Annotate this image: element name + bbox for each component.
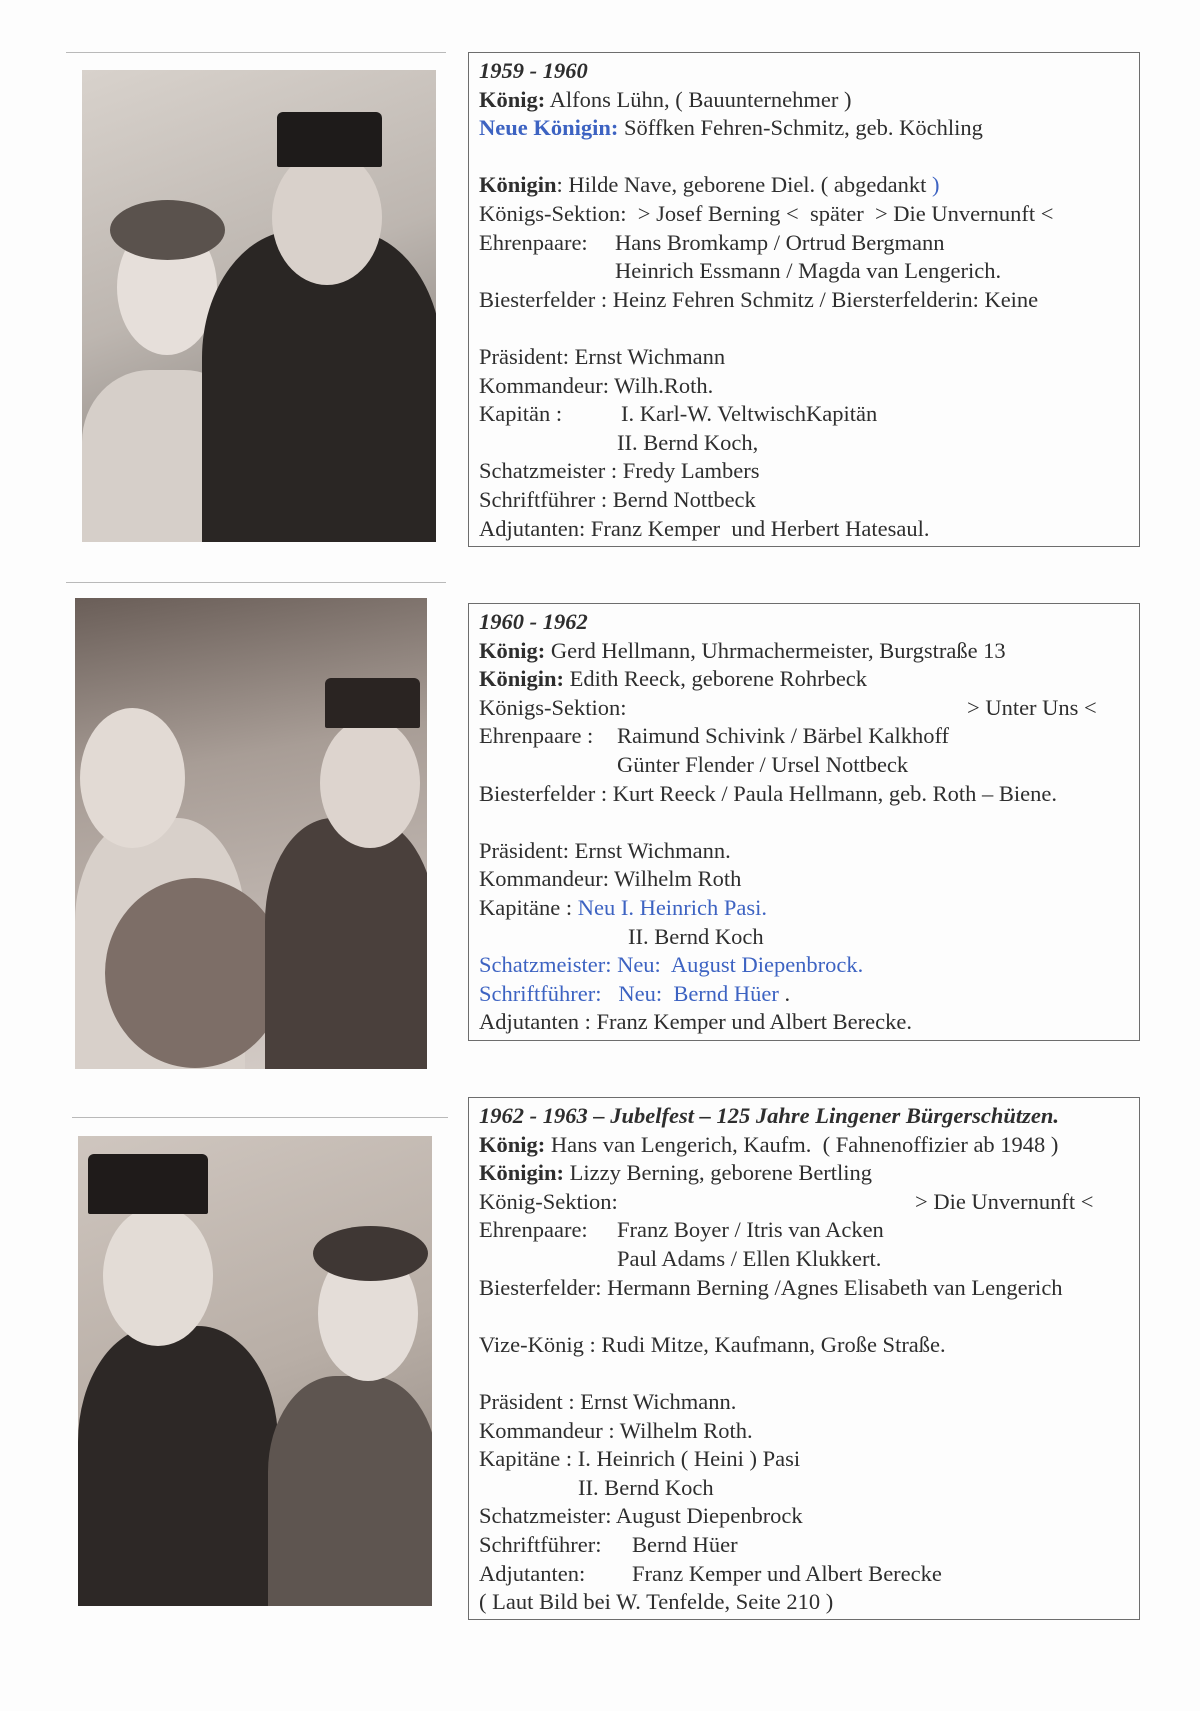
value-konigin: : Hilde Nave, geborene Diel. ( abgedankt [556, 172, 933, 198]
label-kapitane: Kapitäne : [479, 894, 578, 920]
photo-hair-queen [110, 200, 225, 260]
line-prasident: Präsident: Ernst Wichmann [479, 343, 726, 369]
photo-royal-couple-1962 [78, 1136, 432, 1606]
label-kapitan: Kapitän : [479, 401, 563, 427]
value-ehrenpaare-1: Franz Boyer / Itris van Acken [617, 1217, 884, 1243]
line-kommandeur: Kommandeur: Wilhelm Roth [479, 866, 742, 892]
value-kapitan-2: II. Bernd Koch, [617, 429, 759, 455]
photo-hat-king [325, 678, 420, 728]
label-konig: König: [479, 637, 546, 663]
divider-rule [66, 582, 446, 583]
line-adjutanten: Adjutanten: Franz Kemper und Herbert Hatesaul. [479, 515, 930, 541]
entry-title: 1959 - 1960 [479, 58, 588, 83]
line-schriftfuhrer-period: . [778, 980, 791, 1006]
value-konig: Gerd Hellmann, Uhrmachermeister, Burgstraße 13 [545, 637, 1006, 663]
value-ehrenpaare-2: Paul Adams / Ellen Klukkert. [617, 1245, 882, 1271]
line-adjutanten: Adjutanten : Franz Kemper und Albert Berecke. [479, 1009, 912, 1035]
line-vize-konig: Vize-König : Rudi Mitze, Kaufmann, Große Straße. [479, 1331, 946, 1357]
entry-title: 1962 - 1963 – Jubelfest – 125 Jahre Lingener Bürgerschützen. [479, 1103, 1060, 1128]
photo-hair-queen [313, 1226, 428, 1281]
photo-hat-king [88, 1154, 208, 1214]
line-kommandeur: Kommandeur: Wilh.Roth. [479, 372, 714, 398]
entry-1959-1960 [468, 52, 1140, 547]
value-konigin: Lizzy Berning, geborene Bertling [564, 1160, 873, 1186]
value-kapitane-1: Neu I. Heinrich Pasi. [577, 894, 768, 920]
line-biesterfelder: Biesterfelder : Heinz Fehren Schmitz / Biersterfelderin: Keine [479, 286, 1039, 312]
value-konigin: Edith Reeck, geborene Rohrbeck [564, 666, 868, 692]
value-kapitan-1: I. Karl-W. VeltwischKapitän [621, 401, 878, 427]
value-kapitane-2: II. Bernd Koch [628, 923, 764, 949]
value-konigs-sektion: > Unter Uns < [967, 694, 1097, 720]
value-ehrenpaare-2: Heinrich Essmann / Magda van Lengerich. [615, 258, 1002, 284]
value-kapitane-2: II. Bernd Koch [578, 1474, 714, 1500]
line-schatzmeister: Schatzmeister: August Diepenbrock [479, 1503, 803, 1529]
photo-figure-king [265, 818, 427, 1069]
line-konigs-sektion: Königs-Sektion: > Josef Berning < später > Die Unvernunft < [479, 200, 1054, 226]
value-konig-sektion: > Die Unvernunft < [915, 1188, 1094, 1214]
divider-rule [66, 52, 446, 53]
line-schriftfuhrer: Schriftführer: Neu: Bernd Hüer [479, 980, 779, 1006]
value-ehrenpaare-1: Hans Bromkamp / Ortrud Bergmann [615, 229, 945, 255]
entry-1962-1963 [468, 1097, 1140, 1620]
photo-figure-queen [268, 1376, 432, 1606]
photo-figure-king [78, 1326, 278, 1606]
line-kapitane: Kapitäne : I. Heinrich ( Heini ) Pasi [479, 1446, 801, 1472]
value-neue-konigin: Söffken Fehren-Schmitz, geb. Köchling [618, 115, 983, 141]
label-konigs-sektion: Königs-Sektion: [479, 694, 627, 720]
photo-face-king [320, 718, 420, 848]
label-ehrenpaare: Ehrenpaare : [479, 723, 594, 749]
line-schatzmeister: Schatzmeister : Fredy Lambers [479, 458, 760, 484]
value-konig: Alfons Lühn, ( Bauunternehmer ) [545, 86, 852, 112]
label-adjutanten: Adjutanten: [479, 1560, 586, 1586]
line-kommandeur: Kommandeur : Wilhelm Roth. [479, 1417, 753, 1443]
photo-hat-king [277, 112, 382, 167]
label-ehrenpaare: Ehrenpaare: [479, 1217, 588, 1243]
value-ehrenpaare-1: Raimund Schivink / Bärbel Kalkhoff [617, 723, 950, 749]
value-ehrenpaare-2: Günter Flender / Ursel Nottbeck [617, 751, 909, 777]
value-konigin-paren: ) [932, 172, 940, 198]
divider-rule [72, 1117, 448, 1118]
label-konig: König: [479, 86, 546, 112]
label-schriftfuhrer: Schriftführer: [479, 1531, 602, 1557]
value-schriftfuhrer: Bernd Hüer [632, 1531, 738, 1557]
label-konig: König: [479, 1131, 546, 1157]
value-konig: Hans van Lengerich, Kaufm. ( Fahnenoffizier ab 1948 ) [545, 1131, 1059, 1157]
photo-royal-couple-1959 [82, 70, 436, 542]
line-schriftfuhrer: Schriftführer : Bernd Nottbeck [479, 486, 756, 512]
line-schatzmeister: Schatzmeister: Neu: August Diepenbrock. [479, 952, 864, 978]
label-konigin: Königin: [479, 666, 565, 692]
photo-royal-couple-1960 [75, 598, 427, 1069]
line-prasident: Präsident: Ernst Wichmann. [479, 837, 731, 863]
value-adjutanten: Franz Kemper und Albert Berecke [632, 1560, 942, 1586]
photo-face-king [103, 1206, 213, 1346]
line-biesterfelder: Biesterfelder: Hermann Berning /Agnes Elisabeth van Lengerich [479, 1274, 1063, 1300]
entry-title: 1960 - 1962 [479, 609, 588, 634]
label-konigin: Königin [479, 172, 557, 198]
label-ehrenpaare: Ehrenpaare: [479, 229, 588, 255]
line-source-note: ( Laut Bild bei W. Tenfelde, Seite 210 ) [479, 1589, 834, 1615]
label-konigin: Königin: [479, 1160, 565, 1186]
entry-1960-1962 [468, 603, 1140, 1041]
label-neue-konigin: Neue Königin: [479, 115, 619, 141]
label-konig-sektion: König-Sektion: [479, 1188, 618, 1214]
line-prasident: Präsident : Ernst Wichmann. [479, 1388, 737, 1414]
photo-flowers [105, 878, 285, 1068]
photo-face-king [272, 150, 382, 285]
photo-face-queen [80, 708, 185, 848]
line-biesterfelder: Biesterfelder : Kurt Reeck / Paula Hellmann, geb. Roth – Biene. [479, 780, 1057, 806]
